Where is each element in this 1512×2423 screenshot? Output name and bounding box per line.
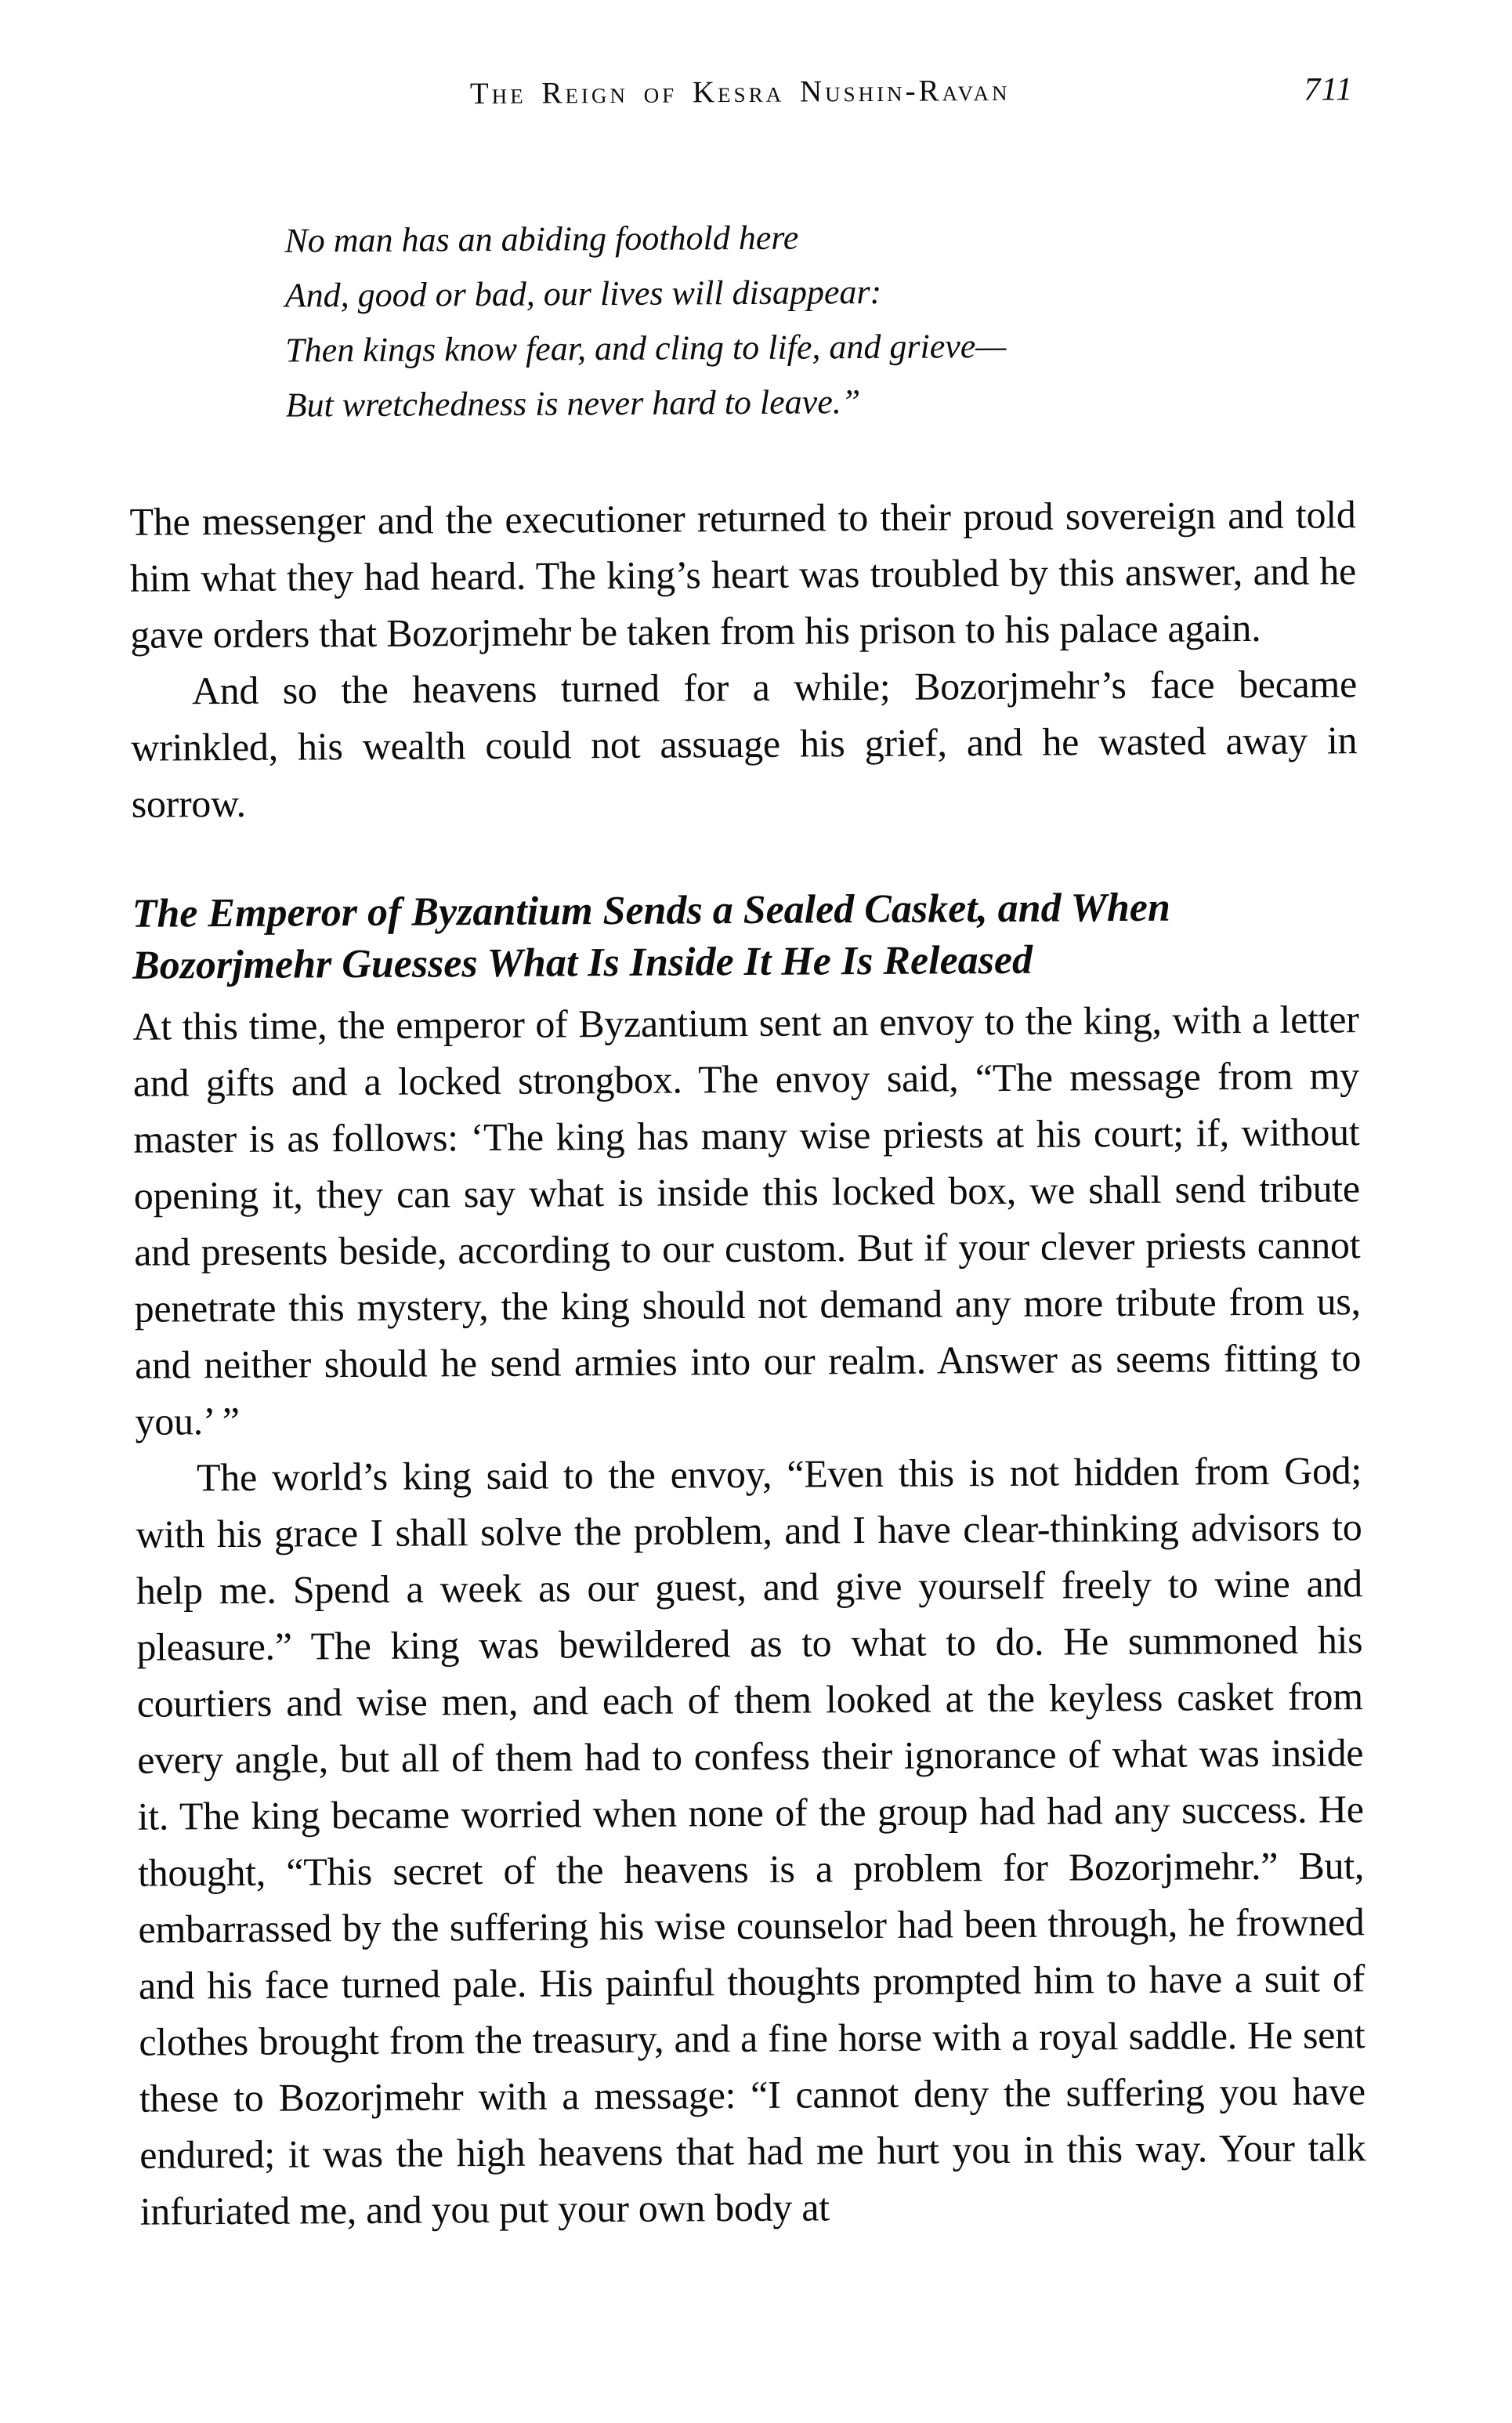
running-head xyxy=(127,71,1353,119)
paragraph-kings-reply: The world’s king said to the envoy, “Even this is not hidden from God; with his grace I shall solve the problem, and I have clear-thinking advisors to help me. Spend a week as our guest, and give yourself freely to wine and pleasure.” The king was bewildered as to what to do. He summoned his courtiers and wise men, and each of them looked at the keyless casket from every angle, but all of them had to confess their ignorance of what was inside it. The king became worried when none of the group had had any success. He thought, “This secret of the heavens is a problem for Bozorjmehr.” But, embarrassed by the suffering his wise counselor had been through, he frowned and his face turned pale. His painful thoughts prompted him to have a suit of clothes brought from the treasury, and a fine horse with a royal saddle. He sent these to Bozorjmehr with a message: “I cannot deny the suffering you have endured; it was the high heavens that had me hurt you in this way. Your talk infuriated me, and you put your own body at xyxy=(136,1448,1366,2233)
paragraph-messenger-returned: The messenger and the executioner returned to their proud sovereign and told him what they had heard. The king’s heart was troubled by this answer, and he gave orders that Bozorjmehr be taken from his prison to his palace again. xyxy=(129,492,1357,657)
section-heading xyxy=(132,881,1358,992)
running-head-title: The Reign of Kesra Nushin-Ravan xyxy=(469,73,1011,111)
section-heading-line: The Emperor of Byzantium Sends a Sealed Casket, and When xyxy=(132,885,1170,936)
paragraph-heavens-turned: And so the heavens turned for a while; Bozorjmehr’s face became wrinkled, his wealth could not assuage his grief, and he wasted away in sorrow. xyxy=(131,661,1358,826)
text-column xyxy=(127,0,1366,2240)
paragraph-emperor-envoy: At this time, the emperor of Byzantium sent an envoy to the king, with a letter and gifts and a locked strongbox. The envoy said, “The message from my master is as follows: ‘The king has many wise priests at his court; if, without opening it, they can say what is inside this locked box, we shall send tribute and presents beside, according to our custom. But if your clever priests cannot penetrate this mystery, the king should not demand any more tribute from us, and neither should he send armies into our realm. Answer as seems fitting to you.’ ” xyxy=(132,997,1362,1443)
verse-quotation xyxy=(284,207,1355,433)
page-number: 711 xyxy=(1304,71,1354,108)
verse-line: But wretchedness is never hard to leave.” xyxy=(285,382,861,425)
verse-line: No man has an abiding foothold here xyxy=(284,218,799,260)
verse-line: And, good or bad, our lives will disappear: xyxy=(284,272,882,315)
section-heading-line: Bozorjmehr Guesses What Is Inside It He Is Released xyxy=(132,937,1033,988)
verse-line: Then kings know fear, and cling to life, and grieve— xyxy=(285,326,1007,370)
